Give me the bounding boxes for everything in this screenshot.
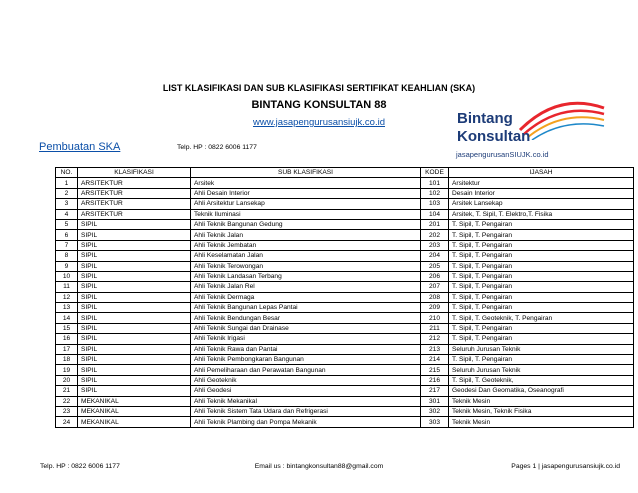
cell-no: 23 [56, 406, 78, 416]
table-row [56, 261, 634, 271]
table-row [56, 178, 634, 188]
phone-number: Telp. HP : 0822 6006 1177 [177, 144, 257, 151]
cell-no: 8 [56, 251, 78, 261]
table-row [56, 282, 634, 292]
header-klasifikasi: KLASIFIKASI [78, 168, 191, 178]
cell-no: 11 [56, 282, 78, 292]
cell-no: 22 [56, 396, 78, 406]
cell-sub-klasifikasi: Ahli Teknik Plambing dan Pompa Mekanik [191, 417, 421, 427]
cell-klasifikasi: MEKANIKAL [78, 417, 191, 427]
cell-sub-klasifikasi: Ahli Teknik Bendungan Besar [191, 313, 421, 323]
table-row [56, 417, 634, 427]
cell-sub-klasifikasi: Ahli Teknik Sungai dan Drainase [191, 323, 421, 333]
cell-klasifikasi: ARSITEKTUR [78, 199, 191, 209]
cell-ijasah: Arsitektur [449, 178, 634, 188]
cell-sub-klasifikasi: Ahli Teknik Sistem Tata Udara dan Refrigerasi [191, 406, 421, 416]
cell-no: 12 [56, 292, 78, 302]
cell-sub-klasifikasi: Ahli Teknik Landasan Terbang [191, 271, 421, 281]
cell-sub-klasifikasi: Ahli Teknik Pembongkaran Bangunan [191, 355, 421, 365]
cell-ijasah: Arsitek Lansekap [449, 199, 634, 209]
cell-ijasah: Teknik Mesin [449, 417, 634, 427]
cell-klasifikasi: SIPIL [78, 292, 191, 302]
header-sub-klasifikasi: SUB KLASIFIKASI [191, 168, 421, 178]
cell-klasifikasi: SIPIL [78, 261, 191, 271]
table-row [56, 292, 634, 302]
cell-klasifikasi: MEKANIKAL [78, 406, 191, 416]
cell-sub-klasifikasi: Ahli Teknik Jalan Rel [191, 282, 421, 292]
footer-phone: Telp. HP : 0822 6006 1177 [40, 463, 120, 470]
cell-klasifikasi: SIPIL [78, 365, 191, 375]
cell-klasifikasi: SIPIL [78, 313, 191, 323]
cell-kode: 103 [421, 199, 449, 209]
cell-sub-klasifikasi: Ahli Pemeliharaan dan Perawatan Bangunan [191, 365, 421, 375]
cell-no: 24 [56, 417, 78, 427]
logo-arcs-icon [518, 100, 608, 140]
cell-kode: 203 [421, 240, 449, 250]
cell-ijasah: Seluruh Jurusan Teknik [449, 365, 634, 375]
cell-klasifikasi: SIPIL [78, 334, 191, 344]
cell-klasifikasi: SIPIL [78, 230, 191, 240]
cell-no: 21 [56, 386, 78, 396]
cell-klasifikasi: SIPIL [78, 375, 191, 385]
cell-ijasah: T. Sipil, T. Pengairan [449, 251, 634, 261]
cell-no: 3 [56, 199, 78, 209]
cell-kode: 210 [421, 313, 449, 323]
logo-url: jasapengurusanSIUJK.co.id [456, 150, 549, 159]
cell-ijasah: T. Sipil, T. Pengairan [449, 303, 634, 313]
header-kode: KODE [421, 168, 449, 178]
cell-sub-klasifikasi: Ahli Teknik Jalan [191, 230, 421, 240]
logo-text-konsultan: Konsultan [457, 128, 531, 145]
cell-kode: 302 [421, 406, 449, 416]
table-row [56, 251, 634, 261]
cell-sub-klasifikasi: Ahli Teknik Dermaga [191, 292, 421, 302]
cell-no: 15 [56, 323, 78, 333]
cell-ijasah: T. Sipil, T. Pengairan [449, 240, 634, 250]
table-row [56, 406, 634, 416]
cell-no: 19 [56, 365, 78, 375]
cell-klasifikasi: ARSITEKTUR [78, 209, 191, 219]
cell-ijasah: T. Sipil, T. Geoteknik, T. Pengairan [449, 313, 634, 323]
cell-no: 20 [56, 375, 78, 385]
cell-kode: 104 [421, 209, 449, 219]
cell-klasifikasi: SIPIL [78, 355, 191, 365]
cell-klasifikasi: SIPIL [78, 282, 191, 292]
cell-kode: 216 [421, 375, 449, 385]
table-row [56, 199, 634, 209]
table-row [56, 240, 634, 250]
cell-kode: 211 [421, 323, 449, 333]
cell-ijasah: Geodesi Dan Geomatika, Oseanografi [449, 386, 634, 396]
table-row [56, 386, 634, 396]
table-row [56, 375, 634, 385]
table-row [56, 271, 634, 281]
cell-ijasah: T. Sipil, T. Pengairan [449, 230, 634, 240]
cell-ijasah: T. Sipil, T. Pengairan [449, 219, 634, 229]
cell-ijasah: T. Sipil, T. Pengairan [449, 334, 634, 344]
cell-no: 18 [56, 355, 78, 365]
cell-no: 6 [56, 230, 78, 240]
table-row [56, 323, 634, 333]
document-title: LIST KLASIFIKASI DAN SUB KLASIFIKASI SERTIFIKAT KEAHLIAN (SKA) [162, 83, 476, 93]
ska-classification-table [55, 167, 634, 428]
cell-klasifikasi: ARSITEKTUR [78, 178, 191, 188]
table-row [56, 188, 634, 198]
table-row [56, 209, 634, 219]
cell-sub-klasifikasi: Ahli Desain Interior [191, 188, 421, 198]
cell-kode: 212 [421, 334, 449, 344]
cell-no: 17 [56, 344, 78, 354]
cell-ijasah: T. Sipil, T. Geoteknik, [449, 375, 634, 385]
cell-no: 5 [56, 219, 78, 229]
cell-klasifikasi: SIPIL [78, 303, 191, 313]
table-row [56, 219, 634, 229]
cell-no: 1 [56, 178, 78, 188]
cell-sub-klasifikasi: Ahli Teknik Irigasi [191, 334, 421, 344]
cell-no: 10 [56, 271, 78, 281]
table-row [56, 334, 634, 344]
cell-kode: 215 [421, 365, 449, 375]
cell-no: 16 [56, 334, 78, 344]
cell-no: 14 [56, 313, 78, 323]
table-row [56, 344, 634, 354]
cell-sub-klasifikasi: Ahli Teknik Bangunan Gedung [191, 219, 421, 229]
cell-kode: 208 [421, 292, 449, 302]
cell-no: 13 [56, 303, 78, 313]
cell-kode: 214 [421, 355, 449, 365]
header-ijasah: IJASAH [449, 168, 634, 178]
cell-kode: 209 [421, 303, 449, 313]
cell-sub-klasifikasi: Ahli Geodesi [191, 386, 421, 396]
cell-kode: 102 [421, 188, 449, 198]
cell-kode: 217 [421, 386, 449, 396]
cell-kode: 207 [421, 282, 449, 292]
cell-ijasah: T. Sipil, T. Pengairan [449, 292, 634, 302]
footer-page-info: Pages 1 | jasapengurusansiujk.co.id [511, 463, 620, 470]
cell-sub-klasifikasi: Ahli Teknik Terowongan [191, 261, 421, 271]
cell-kode: 301 [421, 396, 449, 406]
cell-kode: 201 [421, 219, 449, 229]
cell-kode: 303 [421, 417, 449, 427]
cell-no: 2 [56, 188, 78, 198]
cell-klasifikasi: SIPIL [78, 271, 191, 281]
cell-klasifikasi: SIPIL [78, 219, 191, 229]
cell-klasifikasi: ARSITEKTUR [78, 188, 191, 198]
company-logo [456, 100, 608, 168]
cell-kode: 101 [421, 178, 449, 188]
cell-sub-klasifikasi: Ahli Teknik Rawa dan Pantai [191, 344, 421, 354]
cell-sub-klasifikasi: Ahli Teknik Bangunan Lepas Pantai [191, 303, 421, 313]
cell-sub-klasifikasi: Teknik Iluminasi [191, 209, 421, 219]
cell-sub-klasifikasi: Ahli Teknik Jembatan [191, 240, 421, 250]
table-body [56, 178, 634, 427]
table-row [56, 230, 634, 240]
table-row [56, 365, 634, 375]
cell-no: 9 [56, 261, 78, 271]
cell-ijasah: T. Sipil, T. Pengairan [449, 271, 634, 281]
cell-sub-klasifikasi: Ahli Arsitektur Lansekap [191, 199, 421, 209]
cell-ijasah: Desain Interior [449, 188, 634, 198]
cell-klasifikasi: SIPIL [78, 344, 191, 354]
cell-sub-klasifikasi: Ahli Keselamatan Jalan [191, 251, 421, 261]
cell-klasifikasi: SIPIL [78, 251, 191, 261]
cell-ijasah: T. Sipil, T. Pengairan [449, 282, 634, 292]
cell-ijasah: T. Sipil, T. Pengairan [449, 323, 634, 333]
cell-no: 7 [56, 240, 78, 250]
cell-sub-klasifikasi: Ahli Geoteknik [191, 375, 421, 385]
header-no: NO. [56, 168, 78, 178]
cell-sub-klasifikasi: Ahli Teknik Mekanikal [191, 396, 421, 406]
cell-kode: 205 [421, 261, 449, 271]
logo-text-bintang: Bintang [457, 110, 513, 127]
table-row [56, 313, 634, 323]
pembuatan-ska-link[interactable]: Pembuatan SKA [39, 141, 121, 153]
cell-klasifikasi: SIPIL [78, 386, 191, 396]
cell-sub-klasifikasi: Arsitek [191, 178, 421, 188]
cell-kode: 206 [421, 271, 449, 281]
cell-ijasah: Teknik Mesin, Teknik Fisika [449, 406, 634, 416]
cell-no: 4 [56, 209, 78, 219]
table-header-row [56, 168, 634, 178]
cell-ijasah: Teknik Mesin [449, 396, 634, 406]
table-row [56, 355, 634, 365]
table-row [56, 396, 634, 406]
cell-kode: 213 [421, 344, 449, 354]
cell-ijasah: T. Sipil, T. Pengairan [449, 261, 634, 271]
cell-klasifikasi: MEKANIKAL [78, 396, 191, 406]
footer-email: Email us : bintangkonsultan88@gmail.com [254, 463, 384, 470]
cell-ijasah: Arsitek, T. Sipil, T. Elektro,T. Fisika [449, 209, 634, 219]
cell-klasifikasi: SIPIL [78, 323, 191, 333]
website-link[interactable]: www.jasapengurusansiujk.co.id [252, 117, 386, 128]
cell-ijasah: T. Sipil, T. Pengairan [449, 355, 634, 365]
cell-ijasah: Seluruh Jurusan Teknik [449, 344, 634, 354]
cell-klasifikasi: SIPIL [78, 240, 191, 250]
company-name: BINTANG KONSULTAN 88 [251, 99, 387, 111]
cell-kode: 202 [421, 230, 449, 240]
cell-kode: 204 [421, 251, 449, 261]
table-row [56, 303, 634, 313]
